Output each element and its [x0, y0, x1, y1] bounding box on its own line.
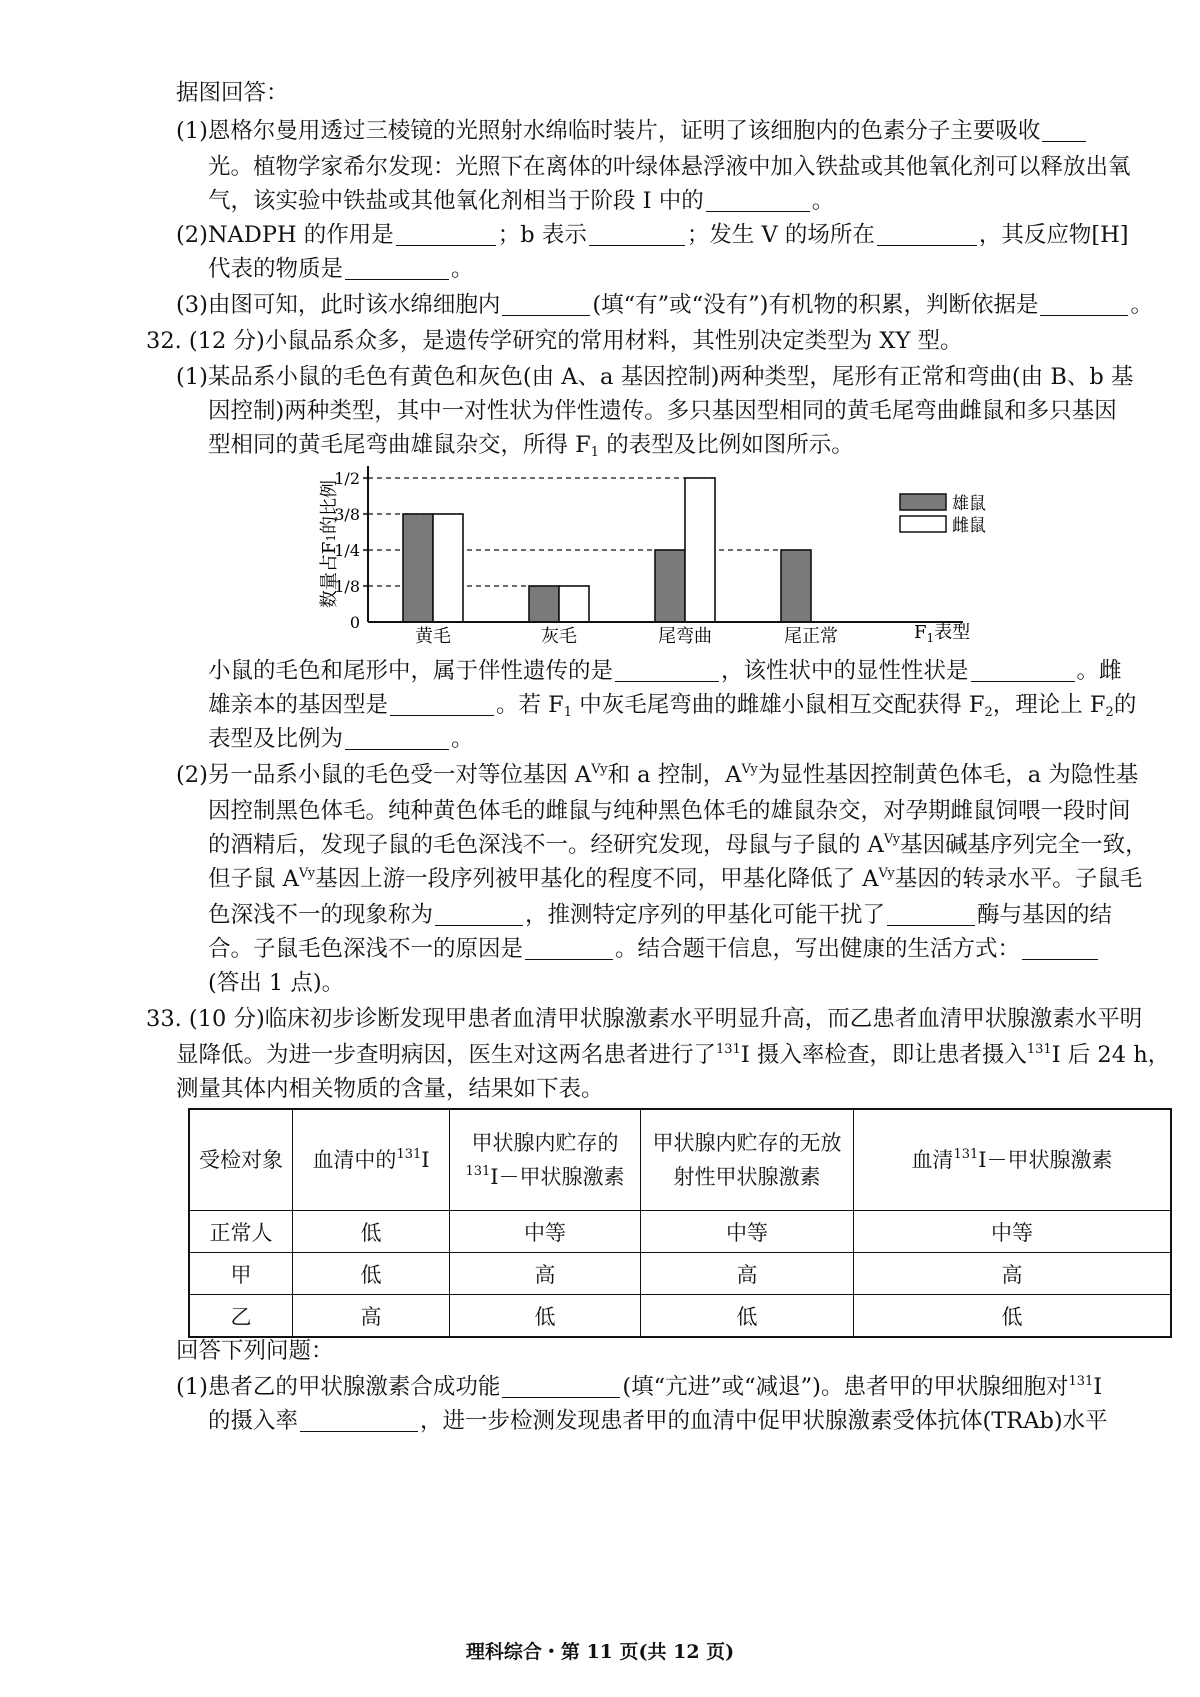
- y-tick-label: 3/8: [334, 505, 360, 524]
- f1-phenotype-bar-chart: [318, 466, 1018, 656]
- x-category-label: 黄毛: [415, 626, 451, 647]
- x-category-labels: [415, 626, 838, 647]
- q32-2-text-a2: 和 a 控制，A: [607, 762, 742, 788]
- q31-2-text-4: ，其反应物[H]: [978, 222, 1129, 248]
- bar-female: [559, 586, 589, 622]
- q31-2-text-b: 代表的物质是: [208, 256, 344, 282]
- q31-3-blank-2[interactable]: [1040, 293, 1128, 316]
- q32-2-text-c2: 基因碱基序列完全一致，: [900, 832, 1148, 858]
- x-axis-label: $F_1$表型: [914, 622, 971, 645]
- q32-1-text-e5: 的: [1113, 692, 1137, 718]
- q31-1-line-a: [176, 116, 1088, 146]
- q31-1-line-b: 光。植物学家希尔发现：光照下在离体的叶绿体悬浮液中加入铁盐或其他氧化剂可以释放出氧: [208, 154, 1131, 180]
- q32-2-text-e3: 酶与基因的结: [977, 902, 1113, 928]
- q31-2-text-1: (2)NADPH 的作用是: [176, 222, 394, 248]
- q32-heading: 32. (12 分)小鼠品系众多，是遗传学研究的常用材料，其性别决定类型为 XY 型。: [146, 328, 963, 354]
- q32-2-blank-4[interactable]: [1022, 937, 1098, 960]
- q32-1-blank-4[interactable]: [345, 727, 449, 750]
- q31-1-text-c-end: 。: [811, 188, 835, 214]
- q33-1-text-b1: 的摄入率: [208, 1408, 299, 1434]
- legend-swatch: [900, 516, 946, 532]
- bar-male: [403, 514, 433, 622]
- q32-1-blank-2[interactable]: [971, 659, 1075, 682]
- q33-1-blank-2[interactable]: [300, 1409, 418, 1432]
- vy-sup-1: Vy: [591, 762, 608, 777]
- q31-3-text-2: (填“有”或“没有”)有机物的积累，判断依据是: [592, 292, 1039, 318]
- legend-label: 雌鼠: [952, 516, 986, 536]
- q32-1-text-d2: ，该性状中的显性性状是: [721, 658, 969, 684]
- q31-2-text-2: ；b 表示: [497, 222, 587, 248]
- table-row: [189, 1211, 1171, 1253]
- x-category-label: 尾弯曲: [658, 626, 712, 647]
- table-cell: 中等: [450, 1211, 641, 1253]
- q32-2-text-d3: 基因的转录水平。子鼠毛: [894, 866, 1143, 892]
- i131-sup-1: 131: [716, 1042, 741, 1057]
- i131-sup-2: 131: [1026, 1042, 1052, 1057]
- table-cell: 低: [854, 1295, 1172, 1338]
- q32-2-blank-3[interactable]: [525, 937, 613, 960]
- q32-1-text-d1: 小鼠的毛色和尾形中，属于伴性遗传的是: [208, 658, 614, 684]
- vy-sup-2: Vy: [741, 762, 758, 777]
- q31-2-blank-2[interactable]: [589, 223, 685, 246]
- q32-2-line-e: [208, 900, 1112, 930]
- q32-1-sub-e1: 1: [563, 705, 573, 720]
- q32-1-text-d3: 。雌: [1076, 658, 1122, 684]
- th-serum-i131-hormone: 血清$^{131}$I－甲状腺激素: [854, 1109, 1172, 1211]
- vy-sup-5: Vy: [878, 866, 895, 881]
- th-stored-nonradioactive-hormone: 甲状腺内贮存的无放 射性甲状腺激素: [641, 1109, 854, 1211]
- q32-2-text-e1: 色深浅不一的现象称为: [208, 902, 434, 928]
- bar-male: [655, 550, 685, 622]
- table-cell: 低: [641, 1295, 854, 1338]
- q32-1-text-f-end: 。: [451, 726, 474, 752]
- q32-1-text-f: 表型及比例为: [208, 726, 344, 752]
- table-cell: 正常人: [189, 1211, 293, 1253]
- vy-sup-3: Vy: [883, 832, 901, 847]
- q33-1-text-a3: I: [1093, 1374, 1103, 1400]
- q31-1-text-c: 气，该实验中铁盐或其他氧化剂相当于阶段 Ⅰ 中的: [208, 188, 704, 214]
- bar-male: [529, 586, 559, 622]
- q31-1-line-c: [208, 186, 834, 216]
- q32-2-line-g: (答出 1 点)。: [208, 970, 345, 996]
- q33-1-line-b: [208, 1406, 1108, 1436]
- q31-2-text-3: ；发生 Ⅴ 的场所在: [686, 222, 875, 248]
- q31-2-text-b-end: 。: [451, 256, 474, 282]
- q33-1-line-a: [176, 1372, 1102, 1402]
- q33-line-b: [176, 1040, 1170, 1070]
- q32-1-line-d: [208, 656, 1122, 686]
- q32-2-line-f: [208, 934, 1100, 964]
- q32-2-line-b: 因控制黑色体毛。纯种黄色体毛的雌鼠与纯种黑色体毛的雄鼠杂交，对孕期雌鼠饲喂一段时间: [208, 798, 1131, 824]
- q31-3-line: [176, 290, 1153, 320]
- i131-sup-3: 131: [1068, 1374, 1094, 1389]
- table-cell: 高: [854, 1253, 1172, 1295]
- q31-2-line-a: [176, 220, 1129, 250]
- q32-1-text-c-end: 的表型及比例如图所示。: [599, 432, 854, 458]
- q33-1-text-a1: (1)患者乙的甲状腺激素合成功能: [176, 1374, 501, 1400]
- y-tick-label: 1/8: [334, 577, 360, 596]
- table-cell: 乙: [189, 1295, 293, 1338]
- q31-2-line-b: [208, 254, 474, 284]
- q32-2-text-c1: 的酒精后，发现子鼠的毛色深浅不一。经研究发现，母鼠与子鼠的 A: [208, 832, 884, 858]
- th-serum-i131: 血清中的$^{131}$I: [293, 1109, 450, 1211]
- q33-1-text-b2: ，进一步检测发现患者甲的血清中促甲状腺激素受体抗体(TRAb)水平: [420, 1408, 1108, 1434]
- table-cell: 高: [641, 1253, 854, 1295]
- q32-2-text-e2: ，推测特定序列的甲基化可能干扰了: [525, 902, 886, 928]
- table-cell: 甲: [189, 1253, 293, 1295]
- q31-1-blank-2[interactable]: [706, 189, 810, 212]
- x-category-label: 灰毛: [541, 626, 577, 647]
- q32-2-line-a: [176, 760, 1138, 790]
- q32-2-text-f1: 合。子鼠毛色深浅不一的原因是: [208, 936, 524, 962]
- q31-3-blank-1[interactable]: [502, 293, 590, 316]
- answer-intro: 回答下列问题：: [176, 1338, 334, 1364]
- q32-1-sub-e3: 2: [1105, 705, 1114, 720]
- table-cell: 高: [450, 1253, 641, 1295]
- q32-1-text-e4: ，理论上 F: [992, 692, 1106, 718]
- table-cell: 低: [293, 1211, 450, 1253]
- q32-1-line-a: (1)某品系小鼠的毛色有黄色和灰色(由 A、a 基因控制)两种类型，尾形有正常和弯曲(由 B、b 基: [176, 364, 1134, 390]
- table-row: [189, 1295, 1171, 1338]
- intro-text: 据图回答：: [176, 80, 289, 106]
- table-row: [189, 1253, 1171, 1295]
- q32-2-text-d2: 基因上游一段序列被甲基化的程度不同，甲基化降低了 A: [315, 866, 879, 892]
- q32-1-sub-e2: 2: [984, 705, 993, 720]
- q31-1-text-a: (1)恩格尔曼用透过三棱镜的光照射水绵临时装片，证明了该细胞内的色素分子主要吸收: [176, 118, 1041, 144]
- q33-1-blank-1[interactable]: [502, 1375, 620, 1398]
- q33-1-text-a2: (填“亢进”或“减退”)。患者甲的甲状腺细胞对: [622, 1374, 1069, 1400]
- bar-female: [433, 514, 463, 622]
- q32-2-text-a3: 为显性基因控制黄色体毛，a 为隐性基: [757, 762, 1139, 788]
- q32-1-line-e: [208, 690, 1136, 720]
- q32-2-text-d1: 但子鼠 A: [208, 866, 299, 892]
- q32-2-blank-2[interactable]: [887, 903, 975, 926]
- q32-1-text-e1: 雄亲本的基因型是: [208, 692, 389, 718]
- q31-2-blank-4[interactable]: [345, 257, 449, 280]
- q31-2-blank-3[interactable]: [877, 223, 977, 246]
- q32-1-line-b: 因控制)两种类型，其中一对性状为伴性遗传。多只基因型相同的黄毛尾弯曲雌鼠和多只基因: [208, 398, 1117, 424]
- y-tick-label: 1/4: [334, 541, 360, 560]
- q32-1-blank-1[interactable]: [615, 659, 719, 682]
- th-stored-i131-hormone: 甲状腺内贮存的 $^{131}$I－甲状腺激素: [450, 1109, 641, 1211]
- q32-1-text-e3: 中灰毛尾弯曲的雌雄小鼠相互交配获得 F: [572, 692, 985, 718]
- q33-text-b2: I 摄入率检查，即让患者摄入: [740, 1042, 1027, 1068]
- q32-1-line-f: [208, 724, 474, 754]
- q31-3-text-1: (3)由图可知，此时该水绵细胞内: [176, 292, 501, 318]
- table-cell: 低: [450, 1295, 641, 1338]
- table-cell: 高: [293, 1295, 450, 1338]
- table-header-row: [189, 1109, 1171, 1211]
- page-footer: 理科综合・第 11 页(共 12 页): [465, 1641, 735, 1663]
- table-cell: 中等: [641, 1211, 854, 1253]
- q32-2-text-f2: 。结合题干信息，写出健康的生活方式：: [615, 936, 1021, 962]
- q32-2-text-a1: (2)另一品系小鼠的毛色受一对等位基因 A: [176, 762, 592, 788]
- q32-1-text-e2: 。若 F: [496, 692, 564, 718]
- q32-1-blank-3[interactable]: [390, 693, 494, 716]
- results-table: [188, 1108, 1172, 1338]
- y-tick-label: 1/2: [334, 469, 360, 488]
- q32-1-line-c: [208, 430, 854, 460]
- table-cell: 中等: [854, 1211, 1172, 1253]
- th-subject: 受检对象: [189, 1109, 293, 1211]
- q33-line-a: 33. (10 分)临床初步诊断发现甲患者血清甲状腺激素水平明显升高，而乙患者血清甲状腺激素水平明: [146, 1006, 1143, 1032]
- q31-2-blank-1[interactable]: [396, 223, 496, 246]
- q33-line-c: 测量其体内相关物质的含量，结果如下表。: [176, 1076, 604, 1102]
- y-axis-label: 数量占$F_1$的比例: [318, 479, 340, 609]
- q32-2-line-c: [208, 830, 1148, 860]
- legend-label: 雄鼠: [952, 494, 986, 514]
- bar-male: [781, 550, 811, 622]
- q32-2-blank-1[interactable]: [435, 903, 523, 926]
- table-cell: 低: [293, 1253, 450, 1295]
- vy-sup-4: Vy: [298, 866, 316, 881]
- x-category-label: 尾正常: [784, 626, 838, 647]
- y-tick-label: 0: [349, 613, 360, 632]
- q33-text-b1: 显降低。为进一步查明病因，医生对这两名患者进行了: [176, 1042, 717, 1068]
- bar-female: [685, 478, 715, 622]
- q31-3-text-3: 。: [1130, 292, 1153, 318]
- legend-swatch: [900, 494, 946, 510]
- q33-text-b3: I 后 24 h，: [1051, 1042, 1171, 1068]
- q32-1-sub-1: 1: [590, 445, 600, 460]
- q31-1-blank-1[interactable]: [1042, 119, 1086, 142]
- q32-2-line-d: [208, 864, 1142, 894]
- q32-1-text-c: 型相同的黄毛尾弯曲雄鼠杂交，所得 F: [208, 432, 591, 458]
- chart-legend: [900, 494, 986, 536]
